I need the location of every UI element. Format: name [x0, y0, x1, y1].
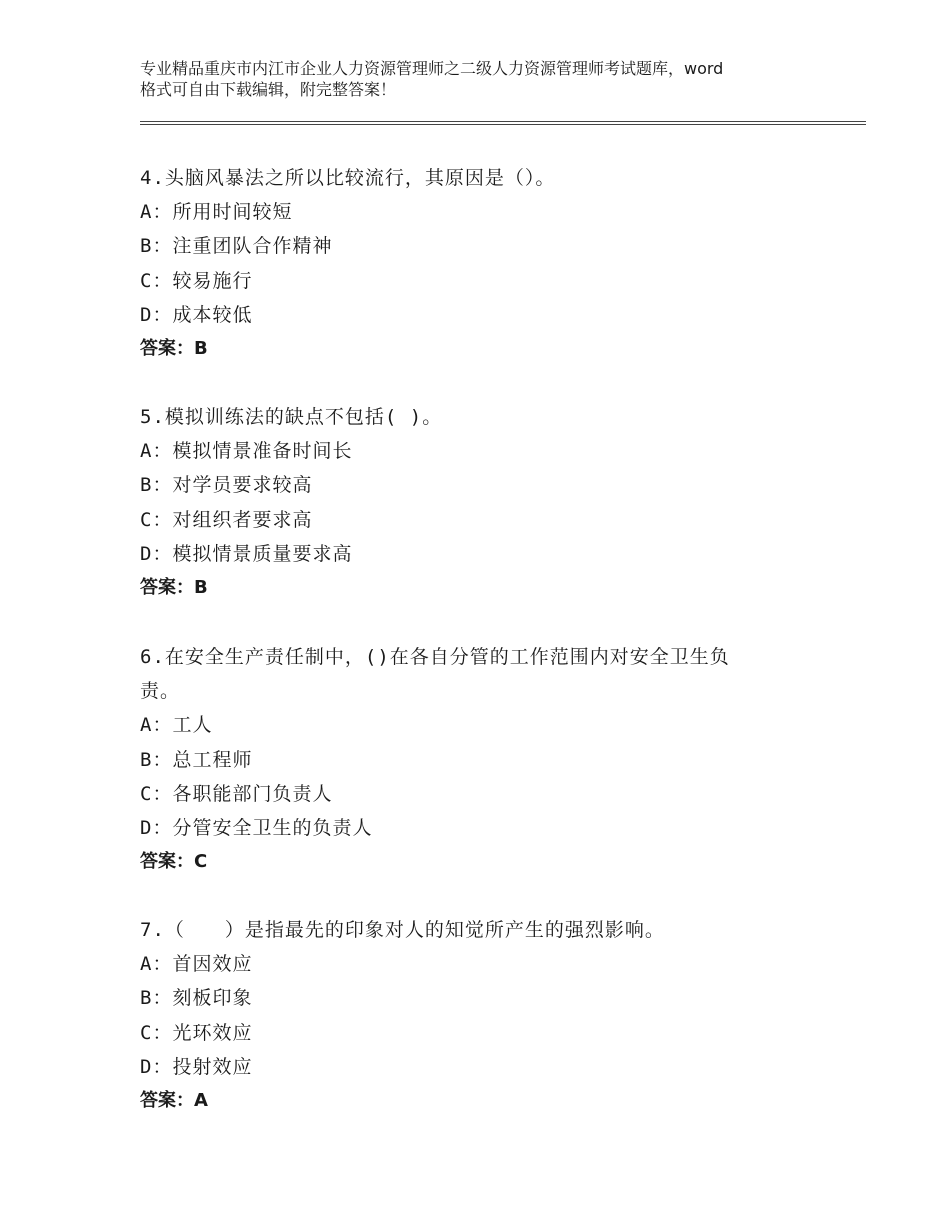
option-b: B：总工程师 [140, 748, 253, 771]
question-5 [140, 400, 820, 605]
question-7 [140, 913, 820, 1118]
question-4 [140, 161, 820, 366]
header-line-2: 格式可自由下载编辑，附完整答案！ [140, 80, 397, 99]
option-b: B：注重团队合作精神 [140, 235, 333, 258]
question-stem-continued: 责。 [140, 680, 181, 703]
option-a: A：首因效应 [140, 953, 253, 976]
option-c: C：较易施行 [140, 269, 253, 292]
option-a: A：所用时间较短 [140, 201, 293, 224]
option-a: A：模拟情景准备时间长 [140, 440, 353, 463]
question-stem: 7.（ ）是指最先的印象对人的知觉所产生的强烈影响。 [140, 919, 665, 941]
option-a: A：工人 [140, 714, 213, 737]
answer-label: 答案：C [140, 851, 208, 873]
option-c: C：各职能部门负责人 [140, 782, 333, 805]
question-stem: 5.模拟训练法的缺点不包括( )。 [140, 406, 443, 428]
option-d: D：模拟情景质量要求高 [140, 542, 353, 565]
option-c: C：光环效应 [140, 1021, 253, 1044]
question-stem: 4.头脑风暴法之所以比较流行，其原因是（）。 [140, 167, 556, 189]
option-d: D：投射效应 [140, 1055, 253, 1078]
option-d: D：成本较低 [140, 303, 253, 326]
option-b: B：对学员要求较高 [140, 474, 313, 497]
answer-label: 答案：A [140, 1089, 208, 1111]
question-stem: 6.在安全生产责任制中，()在各自分管的工作范围内对安全卫生负 [140, 646, 730, 668]
option-b: B：刻板印象 [140, 987, 253, 1010]
answer-label: 答案：B [140, 337, 208, 359]
document-header [140, 58, 840, 100]
question-6 [140, 640, 820, 879]
header-divider-top [140, 121, 866, 122]
option-d: D：分管安全卫生的负责人 [140, 816, 373, 839]
header-line-1: 专业精品重庆市内江市企业人力资源管理师之二级人力资源管理师考试题库，word [140, 59, 724, 78]
header-divider-bottom [140, 124, 866, 125]
answer-label: 答案：B [140, 576, 208, 598]
option-c: C：对组织者要求高 [140, 508, 313, 531]
